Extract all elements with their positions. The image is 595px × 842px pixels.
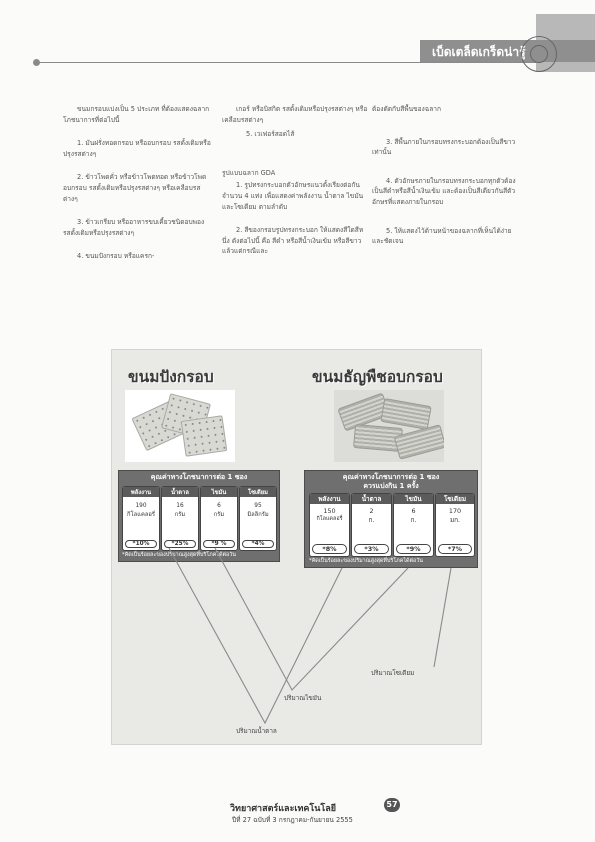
text-column-3 — [372, 104, 520, 260]
header-rule-dot — [33, 59, 40, 66]
gda-fat: ไขมัน 6 ก. *9% — [393, 493, 434, 557]
magazine-title: วิทยาศาสตร์และเทคโนโลยี — [230, 804, 337, 814]
target-ring-inner-icon — [530, 45, 548, 63]
paragraph: 3. ข้าวเกรียบ หรืออาหารขบเคี้ยวชนิดอบพอง รสดั้งเดิมหรือปรุงรสต่างๆ — [63, 218, 205, 237]
issue-info: ปีที่ 27 ฉบับที่ 3 กรกฎาคม-กันยายน 2555 — [232, 816, 353, 824]
section-title: เบ็ดเตล็ดเกร็ดน่ารู้ — [432, 45, 526, 59]
paragraph: เกอร์ หรือบิสกิต รสดั้งเดิมหรือปรุงรสต่างๆ หรือเคลือบรสต่างๆ — [222, 105, 368, 124]
page-number: 57 — [384, 798, 400, 812]
callout-sodium: ปริมาณโซเดียม — [371, 669, 415, 677]
gda-header: คุณค่าทางโภชนาการต่อ 1 ซอง — [150, 473, 248, 481]
figure-title-crackers: ขนมปังกรอบ — [128, 368, 214, 386]
paragraph: 3. สีพื้นภายในกรอบทรงกระบอกต้องเป็นสีขาวเท่านั้น — [372, 137, 516, 157]
text-column-2 — [222, 104, 370, 270]
header-rule — [36, 62, 536, 63]
gda-sodium: โซเดียม 170 มก. *7% — [435, 493, 475, 557]
gda-footnote: *คิดเป็นร้อยละของปริมาณสูงสุดที่บริโภคได้ต่อวัน — [309, 558, 423, 564]
paragraph: 1. รูปทรงกระบอกตัวอักษรแนวตั้งเรียงต่อกันจำนวน 4 แท่ง เพื่อแสดงค่าพลังงาน น้ำตาล ไขมัน และโซเดียม ตามลำดับ — [222, 181, 364, 211]
paragraph: 1. มันฝรั่งทอดกรอบ หรืออบกรอบ รสดั้งเดิมหรือปรุงรสต่างๆ — [63, 139, 211, 158]
callout-fat: ปริมาณไขมัน — [284, 694, 322, 702]
section-heading: รูปแบบฉลาก GDA — [222, 168, 276, 177]
paragraph: 5. ให้แสดงไว้ด้านหน้าของฉลากที่เห็นได้ง่ายและชัดเจน — [372, 226, 512, 246]
paragraph: ต้องตัดกับสีพื้นของฉลาก — [372, 105, 441, 113]
paragraph: 5. เวเฟอร์สอดไส้ — [246, 130, 295, 139]
gda-sodium: โซเดียม 95 มิลลิกรัม *4% — [239, 486, 277, 551]
paragraph: 2. ข้าวโพดคั่ว หรือข้าวโพดทอด หรือข้าวโพดอบกรอบ รสดั้งเดิมหรือปรุงรสต่างๆ หรือเคลือบรสต่างๆ — [63, 173, 207, 203]
paragraph: 4. ตัวอักษรภายในกรอบทรงกระบอกทุกตัวต้องเป็นสีดำหรือสีน้ำเงินเข้ม และต้องเป็นสีเดียวกันสีตัวอักษรที่แสดงภายในกรอบ — [372, 176, 516, 206]
paragraph: 4. ขนมปังกรอบ หรือแครก- — [77, 252, 155, 261]
gda-subheader: ควรแบ่งกิน 1 ครั้ง — [363, 482, 419, 490]
gda-energy: พลังงาน 150 กิโลแคลอรี่ *8% — [309, 493, 350, 557]
gda-header: คุณค่าทางโภชนาการต่อ 1 ซอง — [342, 473, 440, 481]
sodium-callout-line — [434, 568, 451, 667]
nutrition-label-figure — [111, 349, 482, 745]
paragraph: ขนมกรอบแบ่งเป็น 5 ประเภท ที่ต้องแสดงฉลากโภชนาการที่ต่อไปนี้ — [63, 105, 210, 124]
gda-sugar: น้ำตาล 16 กรัม *25% — [161, 486, 199, 551]
text-column-1 — [63, 104, 211, 275]
gda-energy: พลังงาน 190 กิโลแคลอรี่ *10% — [122, 486, 160, 551]
paragraph: 2. สีของกรอบรูปทรงกระบอก ให้แสดงสีใดสีหนึ่ง ดังต่อไปนี้ คือ สีดำ หรือสีน้ำเงินเข้ม หรือสีขาว แล้วแต่กรณีและ — [222, 226, 364, 256]
callout-lines — [112, 350, 481, 744]
gda-footnote: *คิดเป็นร้อยละของปริมาณสูงสุดที่บริโภคได้ต่อวัน — [122, 552, 236, 558]
gda-fat: ไขมัน 6 กรัม *9 % — [200, 486, 238, 551]
gda-sugar: น้ำตาล 2 ก. *3% — [351, 493, 392, 557]
callout-sugar: ปริมาณน้ำตาล — [236, 727, 277, 735]
figure-title-cereal-snack: ขนมธัญพืชอบกรอบ — [312, 368, 443, 386]
